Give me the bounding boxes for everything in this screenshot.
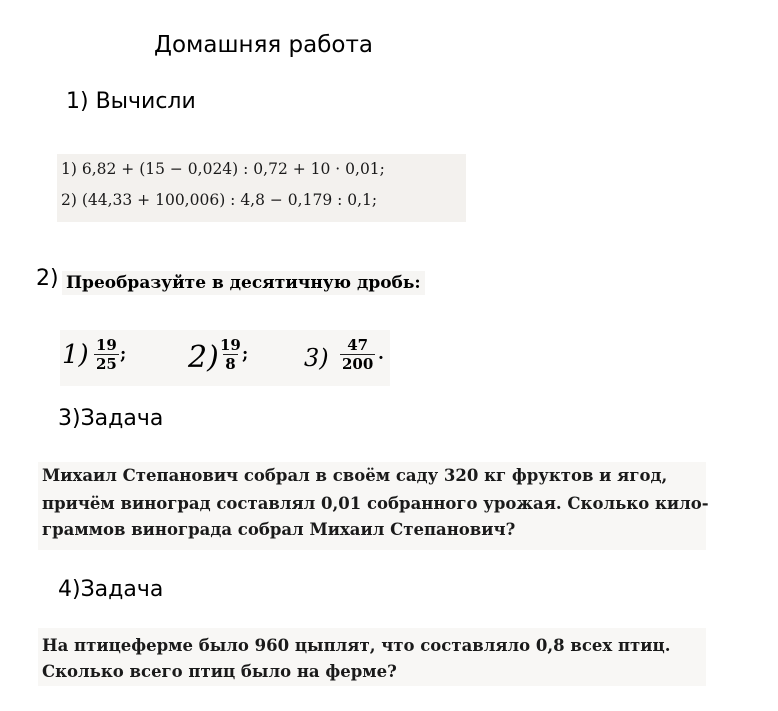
fraction-2-numerator: 19 (220, 336, 241, 354)
fraction-2-denominator: 8 (225, 355, 236, 373)
page-title: Домашняя работа (154, 32, 373, 58)
section-2-instruction: Преобразуйте в десятичную дробь: (62, 271, 425, 295)
section-1-heading: 1) Вычисли (66, 89, 196, 114)
section-2-label: 2) (36, 266, 59, 291)
section-3-heading: 3)Задача (58, 406, 164, 431)
exercise-line-1: 1) 6,82 + (15 − 0,024) : 0,72 + 10 · 0,01; (61, 160, 385, 178)
fraction-1 (94, 336, 119, 373)
fraction-3-marker: 3) (304, 344, 329, 372)
fraction-3-numerator: 47 (347, 336, 369, 354)
exercise-line-2: 2) (44,33 + 100,006) : 4,8 − 0,179 : 0,1; (61, 191, 378, 209)
fraction-1-numerator: 19 (96, 336, 117, 354)
fraction-list (60, 330, 390, 386)
problem-4-line-2: Сколько всего птиц было на ферме? (42, 662, 397, 681)
problem-3-line-3: граммов винограда собрал Михаил Степанович? (42, 520, 516, 539)
section-3-problem-image (38, 462, 709, 550)
fraction-3-punct: . (378, 344, 384, 364)
fraction-1-denominator: 25 (96, 355, 117, 373)
fraction-1-marker: 1) (62, 340, 89, 370)
problem-3-line-1: Михаил Степанович собрал в своём саду 320 кг фруктов и ягод, (42, 466, 668, 485)
problem-4-line-1: На птицеферме было 960 цыплят, что составляло 0,8 всех птиц. (42, 636, 671, 655)
section-4-problem-image (38, 628, 706, 686)
fraction-2-punct: ; (242, 344, 249, 364)
section-4-heading: 4)Задача (58, 577, 164, 602)
fraction-2 (218, 336, 243, 373)
section-1-exercise-image (57, 154, 466, 222)
fraction-1-punct: ; (120, 344, 127, 364)
fraction-2-marker: 2) (188, 340, 219, 375)
fraction-3 (340, 336, 375, 373)
problem-3-line-2: причём виноград составлял 0,01 собранного урожая. Сколько кило- (42, 494, 709, 513)
fraction-3-denominator: 200 (342, 355, 374, 373)
